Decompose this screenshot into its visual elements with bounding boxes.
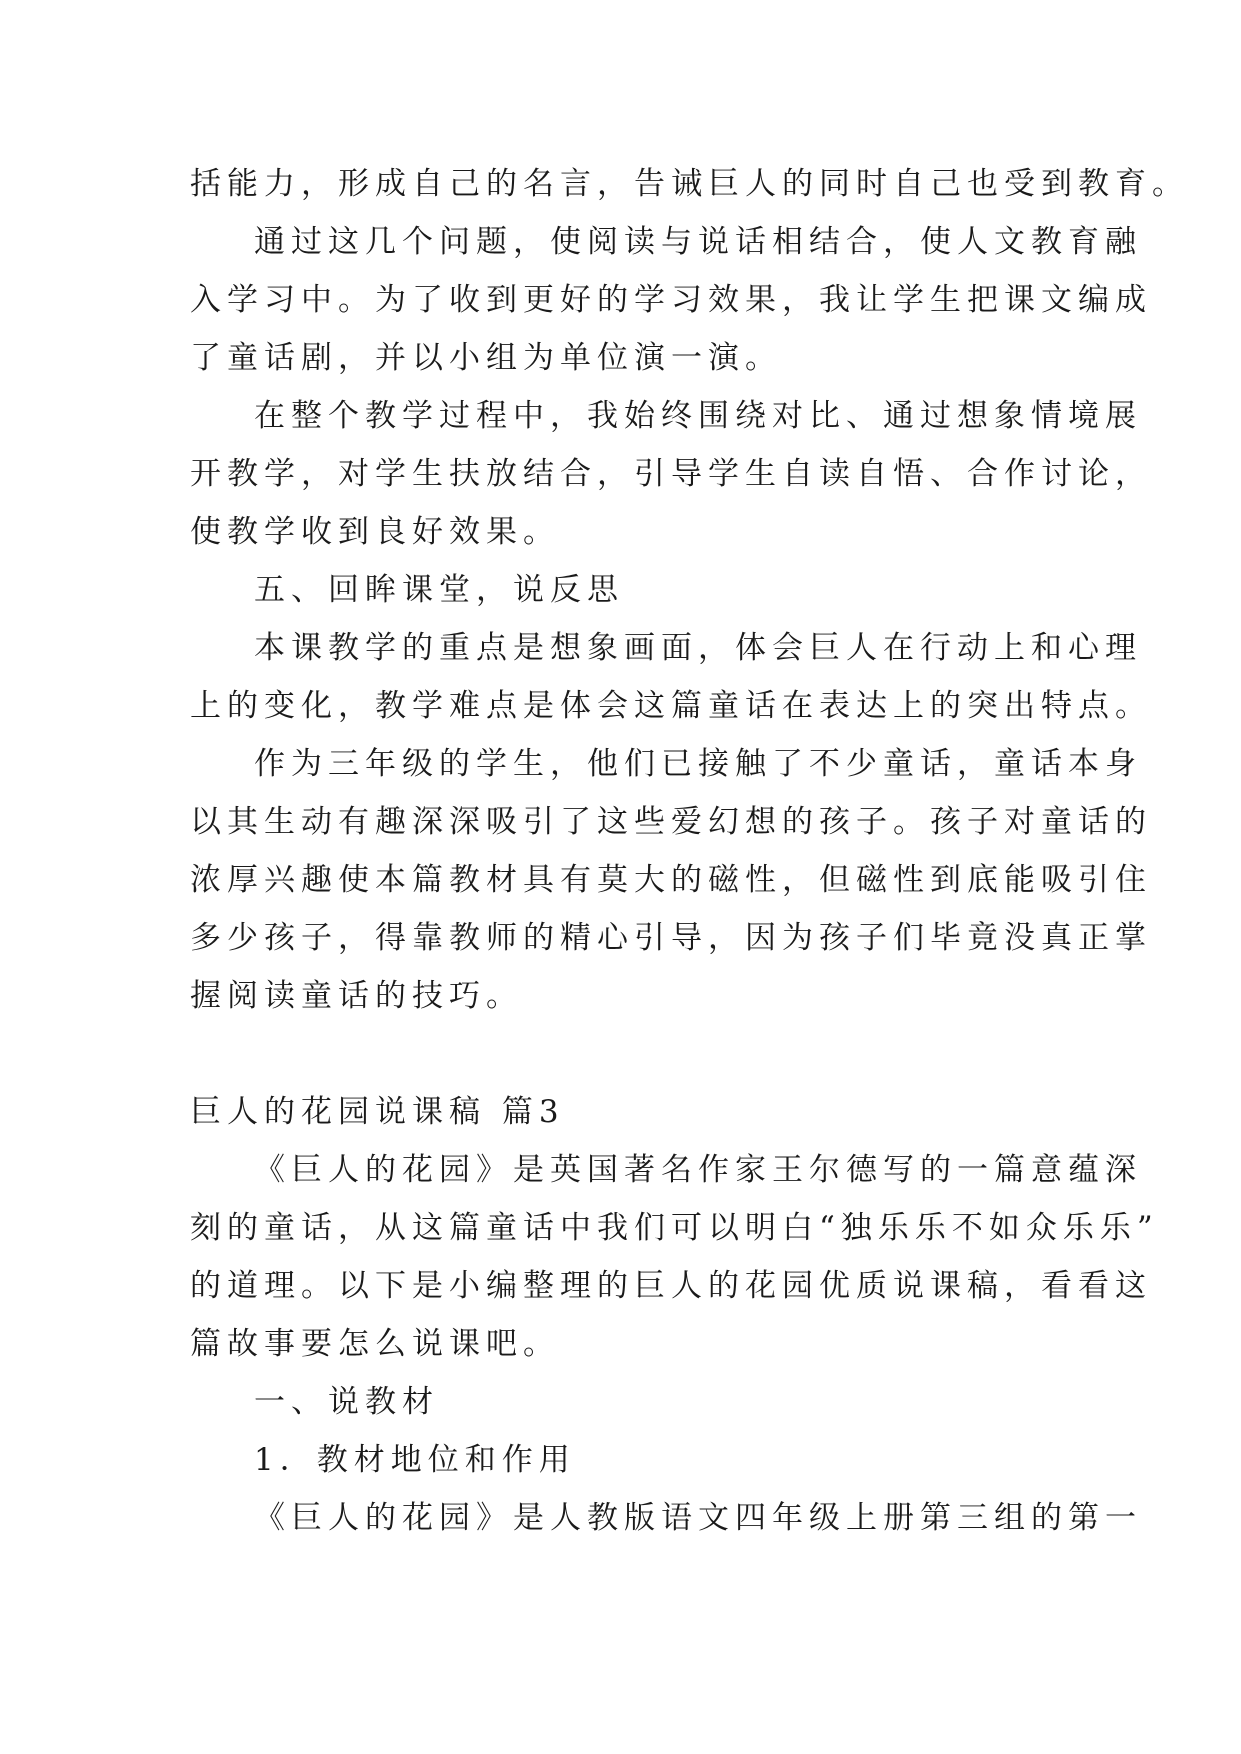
text-line: 使教学收到良好效果。 <box>190 514 560 550</box>
paragraph-line: 作为三年级的学生，他们已接触了不少童话，童话本身 <box>254 746 1142 782</box>
text-line: 握阅读童话的技巧。 <box>190 978 523 1014</box>
text-line: 括能力，形成自己的名言，告诫巨人的同时自己也受到教育。 <box>190 166 1189 202</box>
text-line: 刻的童话，从这篇童话中我们可以明白“独乐乐不如众乐乐” <box>190 1210 1159 1246</box>
subsection-heading: 1．教材地位和作用 <box>254 1442 576 1478</box>
text-line: 上的变化，教学难点是体会这篇童话在表达上的突出特点。 <box>190 688 1152 724</box>
text-line: 的道理。以下是小编整理的巨人的花园优质说课稿，看看这 <box>190 1268 1152 1304</box>
text-line: 了童话剧，并以小组为单位演一演。 <box>190 340 782 376</box>
paragraph-line: 通过这几个问题，使阅读与说话相结合，使人文教育融 <box>254 224 1142 260</box>
text-line: 浓厚兴趣使本篇教材具有莫大的磁性，但磁性到底能吸引住 <box>190 862 1152 898</box>
paragraph-line: 《巨人的花园》是英国著名作家王尔德写的一篇意蕴深 <box>254 1152 1142 1188</box>
text-line: 以其生动有趣深深吸引了这些爱幻想的孩子。孩子对童话的 <box>190 804 1152 840</box>
section-heading: 一、说教材 <box>254 1384 439 1420</box>
text-line: 篇故事要怎么说课吧。 <box>190 1326 560 1362</box>
article-title: 巨人的花园说课稿 篇3 <box>190 1094 565 1130</box>
paragraph-line: 本课教学的重点是想象画面，体会巨人在行动上和心理 <box>254 630 1142 666</box>
paragraph-line: 在整个教学过程中，我始终围绕对比、通过想象情境展 <box>254 398 1142 434</box>
section-heading: 五、回眸课堂，说反思 <box>254 572 624 608</box>
paragraph-line: 《巨人的花园》是人教版语文四年级上册第三组的第一 <box>254 1500 1142 1536</box>
text-line: 开教学，对学生扶放结合，引导学生自读自悟、合作讨论， <box>190 456 1152 492</box>
text-line: 多少孩子，得靠教师的精心引导，因为孩子们毕竟没真正掌 <box>190 920 1152 956</box>
text-line: 入学习中。为了收到更好的学习效果，我让学生把课文编成 <box>190 282 1152 318</box>
